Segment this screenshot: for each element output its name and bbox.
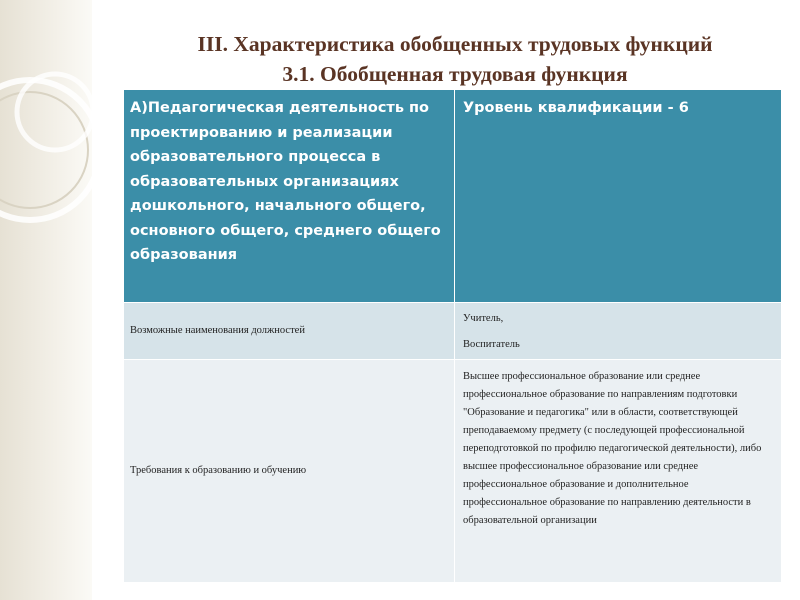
page-subtitle: 3.1. Обобщенная трудовая функция [282,62,628,86]
row-value-cell [455,360,782,583]
function-table [124,90,781,582]
table-row [124,303,781,360]
row-label-cell [124,360,455,583]
position-educator: Воспитатель [463,339,520,350]
page-title: III. Характеристика обобщенных трудовых функций [197,32,713,56]
positions-label: Возможные наименования должностей [130,325,305,336]
education-requirements-text: Высшее профессиональное образование или среднее профессиональное образование по направлениям подготовки "Образование и педагогика" или в области, соответствующей преподаваемому предмету (с последующей профессиональной переподготовкой по профилю педагогической деятельности), либо высшее профессиональное образование или среднее профессиональное образование и дополнительное профессиональное образование по направлению деятельности в образовательной организации [463,371,762,526]
table-header-row [124,90,781,303]
header-cell-level [455,90,782,303]
header-cell-function [124,90,455,303]
education-requirements-label: Требования к образованию и обучению [130,465,307,476]
row-label-cell [124,303,455,360]
decorative-circles [0,0,120,600]
position-teacher: Учитель, [463,313,504,324]
qualification-level: Уровень квалификации - 6 [463,100,689,116]
table-row [124,360,781,583]
row-value-cell [455,303,782,360]
function-name: А)Педагогическая деятельность по проектированию и реализации образовательного процесса в образовательных организациях дошкольного, начального общего, основного общего, среднего общего образования [130,100,441,263]
decorative-side-band [0,0,92,600]
